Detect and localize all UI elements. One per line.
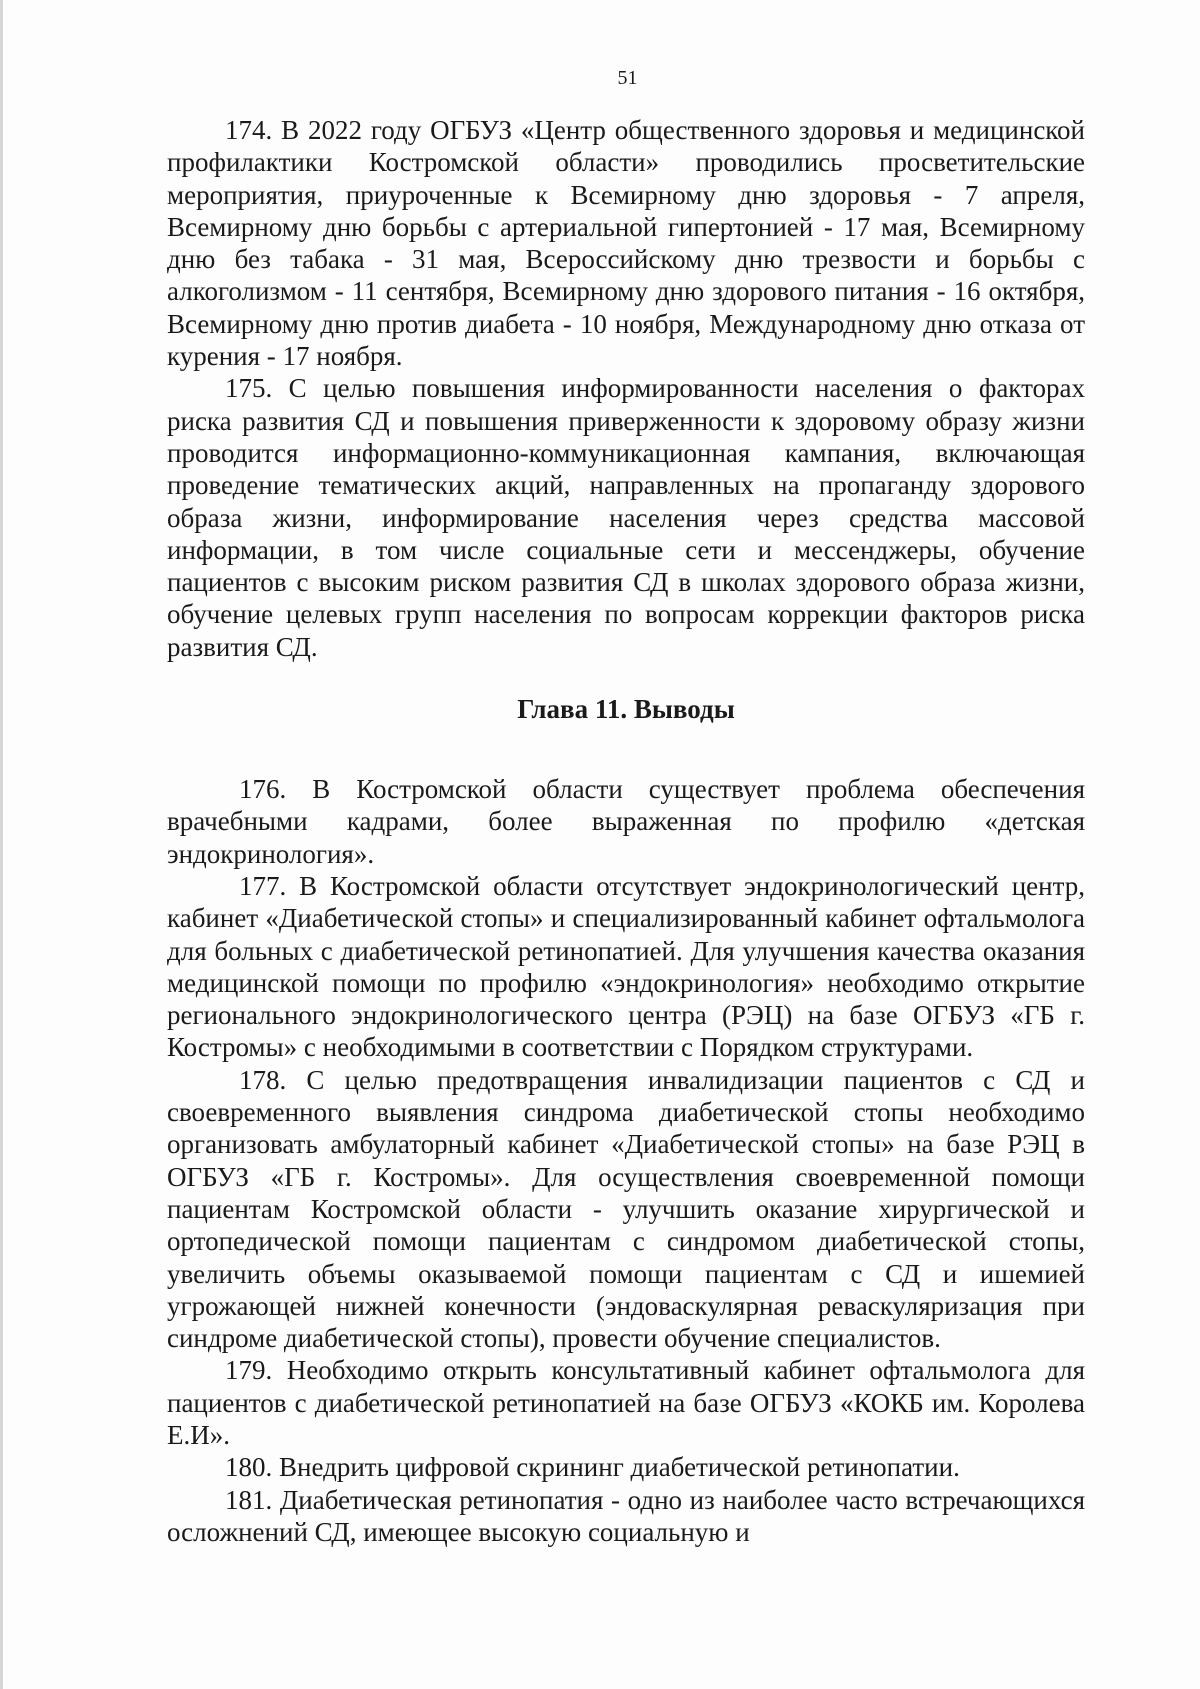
paragraph-174: 174. В 2022 году ОГБУЗ «Центр общественного здоровья и медицинской профилактики Костромской области» проводились просветительские мероприятия, приуроченные к Всемирному дню здоровья - 7 апреля, Всемирному дню борьбы с артериальной гипертонией - 17 мая, Всемирному дню без табака - 31 мая, Всероссийскому дню трезвости и борьбы с алкоголизмом - 11 сентября, Всемирному дню здорового питания - 16 октября, Всемирному дню против диабета - 10 ноября, Международному дню отказа от курения - 17 ноября. xyxy=(167,115,1085,372)
paragraph-181: 181. Диабетическая ретинопатия - одно из наиболее часто встречающихся осложнений СД, имеющее высокую социальную и xyxy=(167,1484,1085,1547)
document-body xyxy=(167,114,1085,1548)
paragraph-179: 179. Необходимо открыть консультативный кабинет офтальмолога для пациентов с диабетической ретинопатией на базе ОГБУЗ «КОКБ им. Королева Е.И». xyxy=(167,1355,1085,1450)
page-number: 51 xyxy=(617,67,638,89)
paragraph-177: 177. В Костромской области отсутствует эндокринологический центр, кабинет «Диабетической стопы» и специализированный кабинет офтальмолога для больных с диабетической ретинопатией. Для улучшения качества оказания медицинской помощи по профилю «эндокринология» необходимо открытие регионального эндокринологического центра (РЭЦ) на базе ОГБУЗ «ГБ г. Костромы» с необходимыми в соответствии с Порядком структурами. xyxy=(167,870,1085,1063)
paragraph-176: 176. В Костромской области существует проблема обеспечения врачебными кадрами, более выраженная по профилю «детская эндокринология». xyxy=(167,774,1085,869)
scan-edge xyxy=(0,0,3,1689)
chapter-heading: Глава 11. Выводы xyxy=(517,694,735,725)
paragraph-175: 175. С целью повышения информированности населения о факторах риска развития СД и повышения приверженности к здоровому образу жизни проводится информационно-коммуникационная кампания, включающая проведение тематических акций, направленных на пропаганду здорового образа жизни, информирование населения через средства массовой информации, в том числе социальные сети и мессенджеры, обучение пациентов с высоким риском развития СД в школах здорового образа жизни, обучение целевых групп населения по вопросам коррекции факторов риска развития СД. xyxy=(167,373,1085,662)
paragraph-180: 180. Внедрить цифровой скрининг диабетической ретинопатии. xyxy=(225,1452,960,1483)
paragraph-178: 178. С целью предотвращения инвалидизации пациентов с СД и своевременного выявления синдрома диабетической стопы необходимо организовать амбулаторный кабинет «Диабетической стопы» на базе РЭЦ в ОГБУЗ «ГБ г. Костромы». Для осуществления своевременной помощи пациентам Костромской области - улучшить оказание хирургической и ортопедической помощи пациентам с синдромом диабетической стопы, увеличить объемы оказываемой помощи пациентам с СД и ишемией угрожающей нижней конечности (эндоваскулярная реваскуляризация при синдроме диабетической стопы), провести обучение специалистов. xyxy=(167,1064,1085,1354)
